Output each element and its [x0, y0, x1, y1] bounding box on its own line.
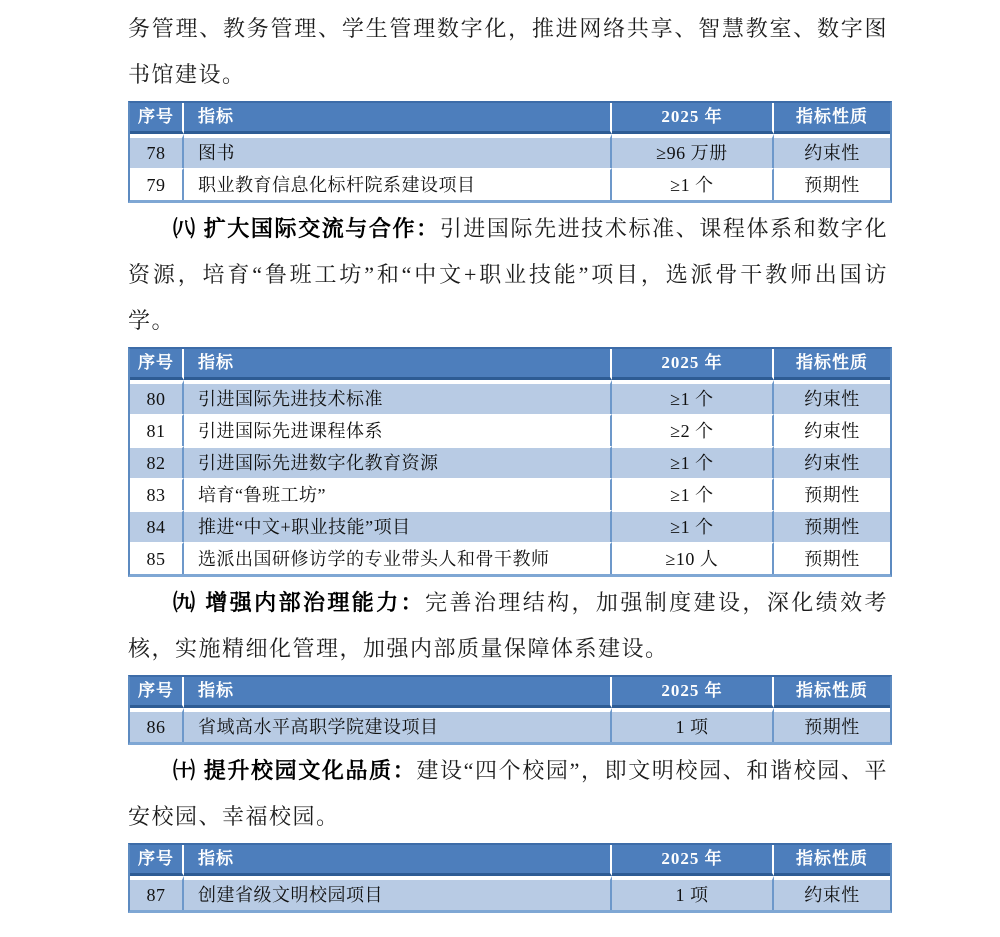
cell-nature: 约束性 — [774, 446, 890, 478]
cell-target: ≥10 人 — [612, 542, 774, 574]
table-header-row — [130, 349, 890, 380]
cell-seq: 82 — [130, 446, 184, 478]
header-indicator: 指标 — [184, 103, 612, 134]
header-year: 2025 年 — [612, 845, 774, 876]
header-year: 2025 年 — [612, 677, 774, 708]
header-nature: 指标性质 — [774, 845, 890, 876]
table-header-row — [130, 845, 890, 876]
cell-indicator: 培育“鲁班工坊” — [184, 478, 612, 510]
cell-target: ≥1 个 — [612, 168, 774, 200]
header-indicator: 指标 — [184, 677, 612, 708]
cell-target: ≥2 个 — [612, 414, 774, 446]
cell-seq: 84 — [130, 510, 184, 542]
cell-seq: 81 — [130, 414, 184, 446]
cell-nature: 预期性 — [774, 708, 890, 742]
table-row — [130, 876, 890, 910]
section-8-paragraph — [128, 206, 888, 344]
header-seq: 序号 — [130, 677, 184, 708]
table-row — [130, 542, 890, 574]
cell-nature: 预期性 — [774, 542, 890, 574]
table-header-row — [130, 677, 890, 708]
cell-indicator: 引进国际先进课程体系 — [184, 414, 612, 446]
table-row — [130, 510, 890, 542]
paragraph-text: 务管理、教务管理、学生管理数字化，推进网络共享、智慧教室、数字图书馆建设。 — [128, 16, 888, 87]
header-nature: 指标性质 — [774, 103, 890, 134]
header-indicator: 指标 — [184, 349, 612, 380]
table-row — [130, 414, 890, 446]
paragraph-text: 引进国际先进技术标准、课程体系和数字化资源，培育“鲁班工坊”和“中文+职业技能”项目，选派骨干教师出国访学。 — [128, 216, 888, 333]
section-9-paragraph — [128, 580, 888, 672]
cell-nature: 约束性 — [774, 380, 890, 414]
cell-target: ≥96 万册 — [612, 134, 774, 168]
indicator-table-campus-culture — [128, 843, 892, 913]
table-header-row — [130, 103, 890, 134]
header-seq: 序号 — [130, 349, 184, 380]
cell-target: ≥1 个 — [612, 446, 774, 478]
indicator-table-informatization — [128, 101, 892, 203]
cell-nature: 预期性 — [774, 510, 890, 542]
cell-indicator: 引进国际先进数字化教育资源 — [184, 446, 612, 478]
section-heading: ㈩ 提升校园文化品质： — [173, 758, 417, 783]
cell-nature: 约束性 — [774, 414, 890, 446]
cell-nature: 约束性 — [774, 134, 890, 168]
section-heading: ㈧ 扩大国际交流与合作： — [173, 216, 440, 241]
section-heading: ㈨ 增强内部治理能力： — [173, 590, 426, 615]
table-row — [130, 134, 890, 168]
cell-nature: 约束性 — [774, 876, 890, 910]
header-nature: 指标性质 — [774, 349, 890, 380]
cell-target: ≥1 个 — [612, 478, 774, 510]
cell-seq: 80 — [130, 380, 184, 414]
cell-indicator: 选派出国研修访学的专业带头人和骨干教师 — [184, 542, 612, 574]
cell-seq: 87 — [130, 876, 184, 910]
indicator-table-governance — [128, 675, 892, 745]
header-year: 2025 年 — [612, 349, 774, 380]
cell-nature: 预期性 — [774, 168, 890, 200]
cell-indicator: 省域高水平高职学院建设项目 — [184, 708, 612, 742]
cell-nature: 预期性 — [774, 478, 890, 510]
table-row — [130, 708, 890, 742]
cell-target: 1 项 — [612, 708, 774, 742]
cell-indicator: 推进“中文+职业技能”项目 — [184, 510, 612, 542]
cell-indicator: 职业教育信息化标杆院系建设项目 — [184, 168, 612, 200]
paragraph-text: 建设“四个校园”，即文明校园、和谐校园、平安校园、幸福校园。 — [128, 758, 888, 829]
table-row — [130, 446, 890, 478]
cell-indicator: 引进国际先进技术标准 — [184, 380, 612, 414]
cell-seq: 78 — [130, 134, 184, 168]
cell-indicator: 图书 — [184, 134, 612, 168]
table-row — [130, 380, 890, 414]
paragraph-text: 完善治理结构，加强制度建设，深化绩效考核，实施精细化管理，加强内部质量保障体系建设。 — [128, 590, 888, 661]
header-seq: 序号 — [130, 845, 184, 876]
header-year: 2025 年 — [612, 103, 774, 134]
section-10-paragraph — [128, 748, 888, 840]
cell-seq: 79 — [130, 168, 184, 200]
header-seq: 序号 — [130, 103, 184, 134]
cell-seq: 83 — [130, 478, 184, 510]
cell-target: ≥1 个 — [612, 380, 774, 414]
indicator-table-international — [128, 347, 892, 577]
table-row — [130, 168, 890, 200]
header-indicator: 指标 — [184, 845, 612, 876]
cell-seq: 85 — [130, 542, 184, 574]
cell-target: ≥1 个 — [612, 510, 774, 542]
cell-seq: 86 — [130, 708, 184, 742]
table-row — [130, 478, 890, 510]
header-nature: 指标性质 — [774, 677, 890, 708]
continuation-paragraph — [128, 6, 888, 98]
cell-target: 1 项 — [612, 876, 774, 910]
cell-indicator: 创建省级文明校园项目 — [184, 876, 612, 910]
